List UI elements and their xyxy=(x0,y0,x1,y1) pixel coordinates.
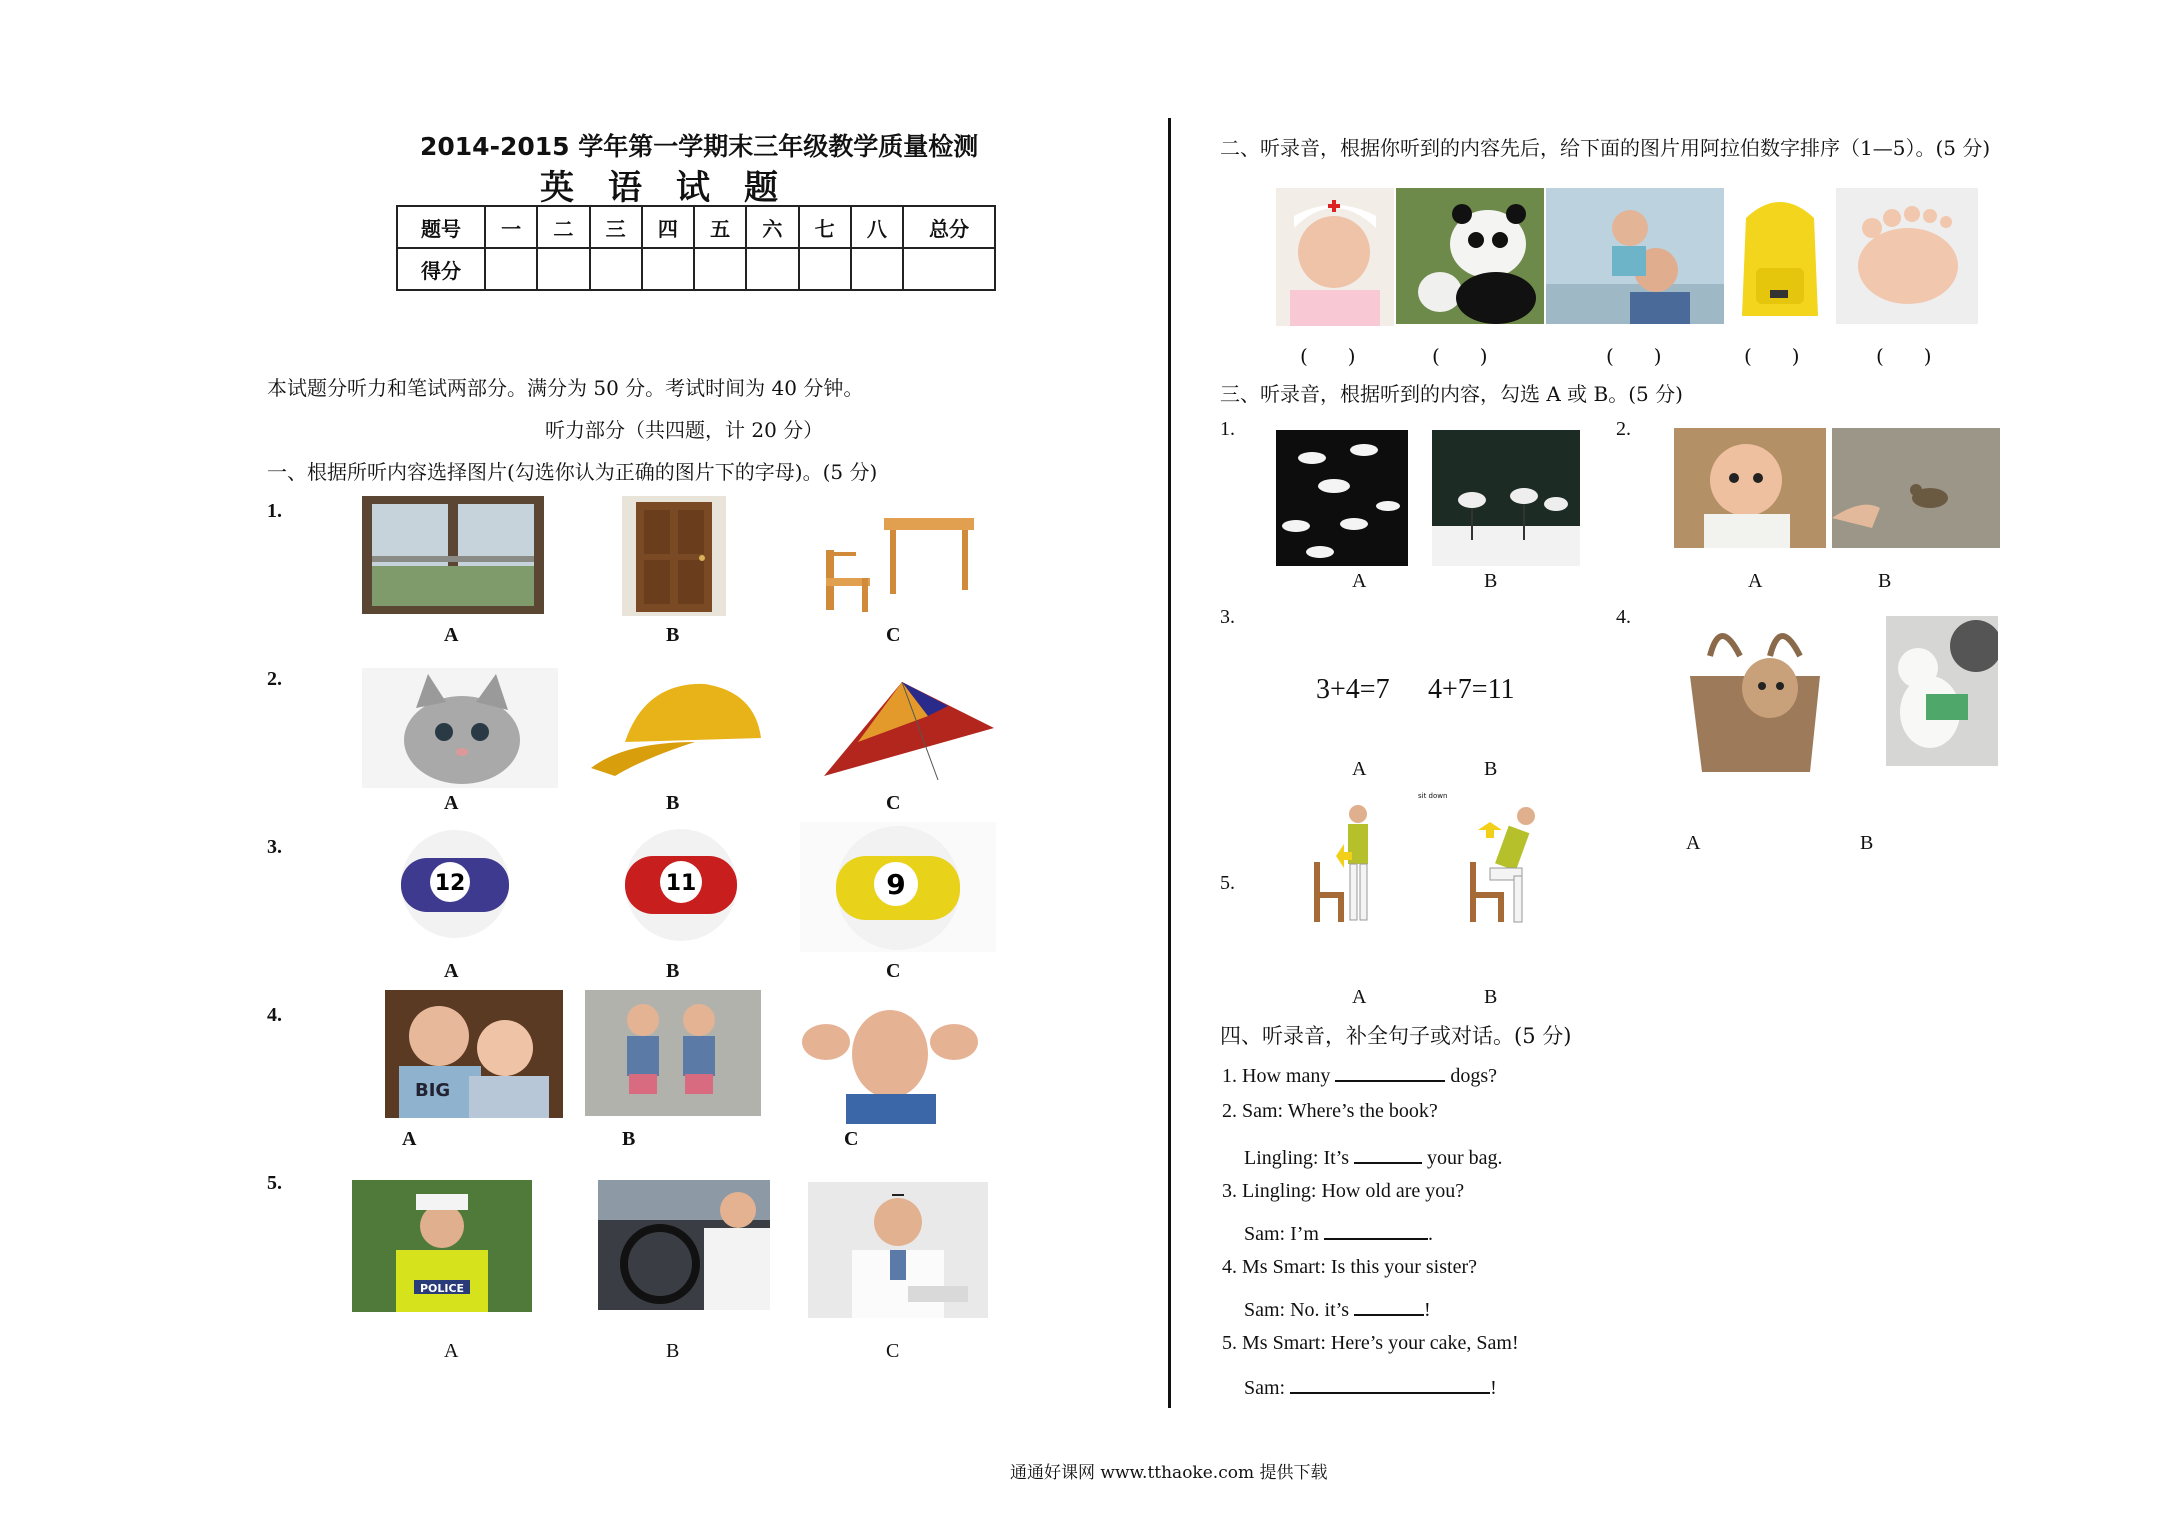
option-label[interactable]: B xyxy=(1860,832,1874,854)
fill-line-text: ! xyxy=(1490,1377,1497,1399)
fill-line-text: your bag. xyxy=(1427,1147,1503,1169)
kite-image[interactable] xyxy=(818,676,996,784)
score-input-cell[interactable] xyxy=(694,248,746,290)
listening-section-title: 听力部分（共四题，计 20 分） xyxy=(545,418,824,442)
score-cell: 二 xyxy=(537,206,589,248)
fill-line-8: 5. Ms Smart: Here’s your cake, Sam! xyxy=(1222,1332,1519,1354)
swans-image[interactable] xyxy=(1276,430,1408,566)
score-cell: 六 xyxy=(746,206,798,248)
window-image[interactable] xyxy=(362,496,544,614)
question-number: 4. xyxy=(267,1004,282,1026)
option-label[interactable]: A xyxy=(1352,758,1367,780)
score-input-cell[interactable] xyxy=(799,248,851,290)
man-sit-down-image[interactable] xyxy=(1460,806,1556,926)
doctor-image[interactable] xyxy=(808,1182,988,1318)
question-number: 1. xyxy=(1220,418,1235,440)
score-cell: 五 xyxy=(694,206,746,248)
answer-blank[interactable] xyxy=(1335,1060,1445,1082)
answer-bracket[interactable]: ( ) xyxy=(1300,344,1356,368)
fill-line-text: Sam: I’m xyxy=(1244,1223,1319,1245)
kitten-image[interactable] xyxy=(362,668,558,788)
score-cell: 八 xyxy=(851,206,903,248)
score-table-header-row xyxy=(397,206,995,248)
option-label[interactable]: B xyxy=(1878,570,1892,592)
section3-title: 三、听录音，根据听到的内容，勾选 A 或 B。(5 分) xyxy=(1220,382,1683,406)
score-row-label: 得分 xyxy=(397,248,485,290)
man-stand-up-image[interactable] xyxy=(1300,800,1400,928)
option-label[interactable]: A xyxy=(402,1128,417,1150)
score-input-cell[interactable] xyxy=(485,248,537,290)
old-man-image[interactable] xyxy=(792,1006,986,1124)
option-label[interactable]: B xyxy=(1484,570,1498,592)
ball-9-image[interactable] xyxy=(800,822,996,952)
score-cell: 四 xyxy=(642,206,694,248)
option-label[interactable]: C xyxy=(886,792,901,814)
score-input-cell[interactable] xyxy=(746,248,798,290)
page-footer: 通通好课网 www.tthaoke.com 提供下载 xyxy=(1010,1463,1328,1483)
family-image[interactable] xyxy=(1546,188,1724,324)
toddler-image[interactable] xyxy=(1674,428,1826,548)
answer-bracket[interactable]: ( ) xyxy=(1432,344,1488,368)
section4-title: 四、听录音，补全句子或对话。(5 分) xyxy=(1220,1024,1572,1048)
svg-text:11: 11 xyxy=(665,871,697,896)
sit-down-caption: sit down xyxy=(1418,792,1448,800)
math-expression-b: 4+7=11 xyxy=(1428,674,1515,705)
fill-line-text: . xyxy=(1428,1223,1433,1245)
exam-title: 2014-2015 学年第一学期末三年级教学质量检测 xyxy=(420,132,979,161)
option-label[interactable]: A xyxy=(1352,570,1367,592)
nurse-image[interactable] xyxy=(1276,188,1394,326)
score-input-cell[interactable] xyxy=(590,248,642,290)
score-input-cell[interactable] xyxy=(537,248,589,290)
option-label[interactable]: A xyxy=(1748,570,1763,592)
question-number: 5. xyxy=(267,1172,282,1194)
fill-line-text: Sam: No. it’s xyxy=(1244,1299,1350,1321)
option-label[interactable]: A xyxy=(444,1340,459,1362)
yellow-cap-image[interactable] xyxy=(585,672,771,782)
option-label[interactable]: B xyxy=(622,1128,636,1150)
fill-line-text: Lingling: It’s xyxy=(1244,1147,1349,1169)
question-number: 1. xyxy=(267,500,282,522)
answer-blank[interactable] xyxy=(1354,1294,1424,1316)
option-label[interactable]: B xyxy=(1484,986,1498,1008)
pandas-image[interactable] xyxy=(1396,188,1544,324)
yellow-backpack-image[interactable] xyxy=(1726,188,1834,326)
score-cell: 一 xyxy=(485,206,537,248)
question-number: 3. xyxy=(267,836,282,858)
option-label[interactable]: C xyxy=(886,624,901,646)
score-input-cell[interactable] xyxy=(903,248,995,290)
option-label[interactable]: C xyxy=(844,1128,859,1150)
two-boys-image[interactable] xyxy=(385,990,563,1118)
fill-line-1 xyxy=(1222,1060,1497,1088)
score-table xyxy=(396,205,996,291)
option-label[interactable]: A xyxy=(1352,986,1367,1008)
fill-line-7 xyxy=(1244,1294,1431,1322)
white-dog-image[interactable] xyxy=(1886,616,1998,766)
fill-line-9 xyxy=(1244,1372,1497,1400)
fill-line-3 xyxy=(1244,1142,1503,1170)
option-label[interactable]: C xyxy=(886,960,901,982)
exam-subtitle: 英 语 试 题 xyxy=(540,168,778,208)
option-label[interactable]: B xyxy=(666,624,680,646)
fill-line-5 xyxy=(1244,1218,1433,1246)
answer-blank[interactable] xyxy=(1324,1218,1428,1240)
question-number: 2. xyxy=(267,668,282,690)
score-input-cell[interactable] xyxy=(642,248,694,290)
answer-bracket[interactable]: ( ) xyxy=(1606,344,1662,368)
option-label[interactable]: A xyxy=(444,960,459,982)
fill-line-4: 3. Lingling: How old are you? xyxy=(1222,1180,1465,1202)
option-label[interactable]: B xyxy=(666,960,680,982)
fill-line-6: 4. Ms Smart: Is this your sister? xyxy=(1222,1256,1477,1278)
ball-11-image[interactable] xyxy=(612,826,750,944)
score-cell: 七 xyxy=(799,206,851,248)
option-label[interactable]: A xyxy=(1686,832,1701,854)
policeman-image[interactable] xyxy=(352,1180,532,1312)
option-label[interactable]: A xyxy=(444,792,459,814)
question-number: 2. xyxy=(1616,418,1631,440)
answer-blank[interactable] xyxy=(1290,1372,1490,1394)
twin-girls-image[interactable] xyxy=(585,990,761,1116)
answer-blank[interactable] xyxy=(1354,1142,1422,1164)
score-input-cell[interactable] xyxy=(851,248,903,290)
svg-text:9: 9 xyxy=(886,868,906,901)
page-divider xyxy=(1168,118,1171,1408)
question-number: 3. xyxy=(1220,606,1235,628)
option-label[interactable]: C xyxy=(886,1340,900,1362)
section2-title: 二、听录音，根据你听到的内容先后，给下面的图片用阿拉伯数字排序（1—5）。(5 分) xyxy=(1220,136,1991,160)
svg-text:BIG: BIG xyxy=(415,1080,451,1101)
fill-line-text: 1. How many xyxy=(1222,1065,1331,1087)
option-label[interactable]: A xyxy=(444,624,459,646)
dog-in-bag-image[interactable] xyxy=(1680,616,1830,776)
score-cell: 总分 xyxy=(903,206,995,248)
cranes-image[interactable] xyxy=(1432,430,1580,566)
option-label[interactable]: B xyxy=(666,1340,680,1362)
option-label[interactable]: B xyxy=(1484,758,1498,780)
exam-intro: 本试题分听力和笔试两部分。满分为 50 分。考试时间为 40 分钟。 xyxy=(267,376,864,400)
ball-12-image[interactable] xyxy=(390,828,520,942)
bird-image[interactable] xyxy=(1832,428,2000,548)
woman-driver-image[interactable] xyxy=(598,1180,770,1310)
svg-text:POLICE: POLICE xyxy=(419,1282,465,1295)
fill-line-text: dogs? xyxy=(1450,1065,1497,1087)
baby-foot-image[interactable] xyxy=(1836,188,1978,324)
score-cell: 题号 xyxy=(397,206,485,248)
door-image[interactable] xyxy=(622,496,726,616)
answer-bracket[interactable]: ( ) xyxy=(1876,344,1932,368)
question-number: 4. xyxy=(1616,606,1631,628)
question-number: 5. xyxy=(1220,872,1235,894)
section1-title: 一、根据所听内容选择图片(勾选你认为正确的图片下的字母)。(5 分) xyxy=(267,460,878,484)
svg-text:12: 12 xyxy=(434,871,466,896)
fill-line-text: Sam: xyxy=(1244,1377,1286,1399)
score-table-score-row xyxy=(397,248,995,290)
fill-line-2: 2. Sam: Where’s the book? xyxy=(1222,1100,1438,1122)
option-label[interactable]: B xyxy=(666,792,680,814)
fill-line-text: ! xyxy=(1424,1299,1431,1321)
score-cell: 三 xyxy=(590,206,642,248)
math-expression-a: 3+4=7 xyxy=(1316,674,1390,705)
chair-and-desk-image[interactable] xyxy=(818,510,978,616)
answer-bracket[interactable]: ( ) xyxy=(1744,344,1800,368)
